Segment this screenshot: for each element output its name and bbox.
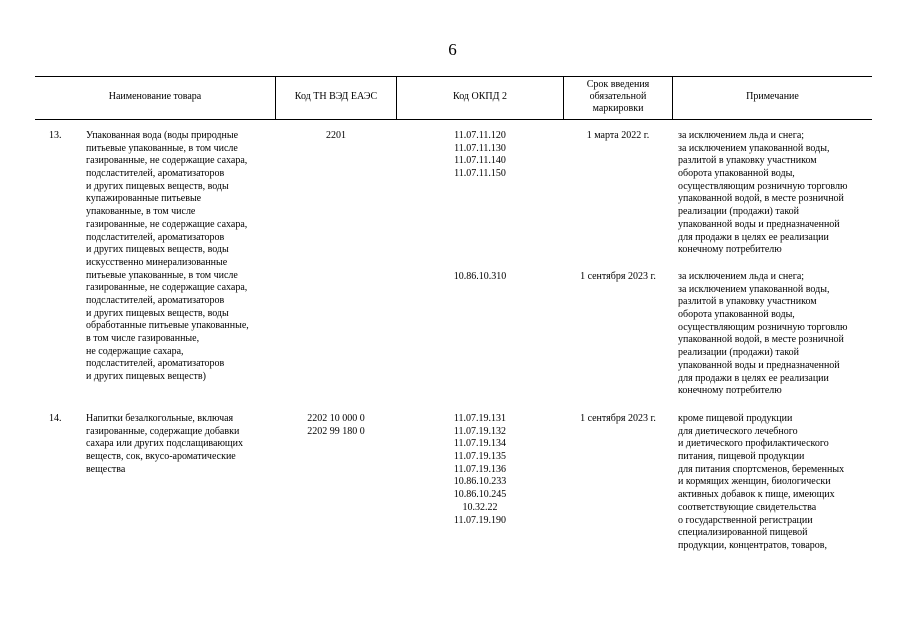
- okpd-code: 11.07.19.135: [453, 451, 507, 463]
- note-line: для продажи в целях ее реализации: [678, 231, 829, 243]
- note-line: оборота упакованной воды,: [678, 309, 795, 321]
- okpd-code: 10.86.10.245: [453, 489, 507, 501]
- marking-date: 1 марта 2022 г.: [586, 130, 650, 141]
- note-line: для продажи в целях ее реализации: [678, 372, 829, 384]
- okpd-codes: [397, 413, 563, 527]
- header-term-line: Срок введения: [586, 79, 650, 90]
- note-line: упакованной водой, в месте розничной: [678, 334, 844, 346]
- header-note: Примечание: [746, 91, 799, 102]
- note-line: и диетического профилактического: [678, 438, 829, 450]
- header-name: Наименование товара: [108, 91, 202, 102]
- product-name-line: вещества: [86, 463, 126, 475]
- okpd-code: 11.07.11.140: [454, 155, 506, 167]
- product-name-line: газированные, не содержащие сахара,: [86, 155, 248, 167]
- product-name-line: Упакованная вода (воды природные: [86, 130, 239, 141]
- header-bottom-rule: [35, 119, 872, 120]
- note: [678, 271, 847, 398]
- product-name-line: подсластителей, ароматизаторов: [86, 294, 225, 306]
- tnved-codes: [276, 413, 396, 438]
- header-term-line: обязательной: [589, 91, 647, 102]
- row-number: 13.: [49, 130, 62, 141]
- product-name-line: газированные, не содержащие сахара,: [86, 218, 248, 230]
- note-line: продукции, концентратов, товаров,: [678, 539, 828, 551]
- product-name-line: в том числе газированные,: [86, 333, 200, 344]
- okpd-code: 11.07.19.190: [453, 514, 507, 526]
- product-name-line: сахара или других подслащивающих: [86, 438, 243, 450]
- note-line: упакованной воды и предназначенной: [678, 359, 840, 371]
- header-okpd: Код ОКПД 2: [453, 91, 507, 102]
- product-name-line: питьевые упакованные, в том числе: [86, 142, 238, 154]
- note-line: за исключением льда и снега;: [678, 271, 805, 282]
- note-line: упакованной воды и предназначенной: [678, 218, 840, 230]
- note-line: за исключением упакованной воды,: [678, 283, 830, 295]
- product-name-line: подсластителей, ароматизаторов: [86, 358, 225, 370]
- product-name-line: веществ, сок, вкусо-ароматические: [86, 451, 236, 463]
- okpd-code: 10.32.22: [462, 501, 498, 513]
- table-top-rule: [35, 76, 872, 77]
- okpd-code: 10.86.10.310: [453, 271, 507, 282]
- product-name-line: и других пищевых веществ, воды: [86, 307, 229, 319]
- product-name-line: не содержащие сахара,: [86, 345, 184, 357]
- okpd-code: 11.07.11.120: [454, 130, 506, 141]
- note-line: упакованной водой, в месте розничной: [678, 193, 844, 205]
- note-line: конечному потребителю: [678, 385, 782, 397]
- product-name-line: подсластителей, ароматизаторов: [86, 168, 225, 180]
- product-name-line: газированные, не содержащие сахара,: [86, 282, 248, 294]
- okpd-code: 11.07.19.132: [453, 425, 507, 437]
- product-name-line: питьевые упакованные, в том числе: [86, 269, 238, 281]
- note-line: за исключением льда и снега;: [678, 130, 805, 141]
- note-line: осуществляющим розничную торговлю: [678, 321, 848, 333]
- product-name-line: и других пищевых веществ, воды: [86, 180, 229, 192]
- note-line: реализации (продажи) такой: [678, 347, 800, 359]
- note-line: разлитой в упаковку участником: [678, 155, 817, 167]
- product-name-line: обработанные питьевые упакованные,: [86, 320, 249, 332]
- product-name-line: искусственно минерализованные: [86, 256, 228, 268]
- note-line: осуществляющим розничную торговлю: [678, 180, 848, 192]
- product-name-line: Напитки безалкогольные, включая: [86, 413, 234, 424]
- note: [678, 130, 847, 257]
- note-line: разлитой в упаковку участником: [678, 296, 817, 308]
- header-term: [564, 79, 672, 115]
- product-name-line: купажированные питьевые: [86, 193, 202, 205]
- header-term-line: маркировки: [592, 103, 644, 114]
- note-line: кроме пищевой продукции: [678, 413, 793, 424]
- marking-date: 1 сентября 2023 г.: [580, 413, 656, 424]
- note-line: и кормящих женщин, биологически: [678, 476, 831, 488]
- product-name-line: и других пищевых веществ, воды: [86, 244, 229, 256]
- product-name: [86, 413, 243, 476]
- product-name-line: и других пищевых веществ): [86, 371, 206, 383]
- note-line: оборота упакованной воды,: [678, 168, 795, 180]
- okpd-codes: [397, 130, 563, 181]
- product-name: [86, 130, 249, 384]
- note-line: реализации (продажи) такой: [678, 206, 800, 218]
- product-name-line: подсластителей, ароматизаторов: [86, 231, 225, 243]
- note-line: активных добавок к пище, имеющих: [678, 489, 835, 501]
- product-name-line: газированные, содержащие добавки: [86, 425, 240, 437]
- note-line: для диетического лечебного: [678, 425, 798, 437]
- marking-date: 1 сентября 2023 г.: [580, 271, 656, 282]
- tnved-code: 2201: [326, 130, 346, 141]
- note-line: специализированной пищевой: [678, 527, 808, 539]
- note-line: о государственной регистрации: [678, 514, 813, 526]
- okpd-code: 11.07.11.130: [454, 142, 506, 154]
- okpd-code: 11.07.19.134: [453, 438, 507, 450]
- okpd-code: 11.07.19.136: [453, 463, 507, 475]
- okpd-code: 11.07.19.131: [453, 413, 507, 424]
- product-name-line: упакованные, в том числе: [86, 206, 196, 218]
- note: [678, 413, 844, 553]
- row-number: 14.: [49, 413, 62, 424]
- note-line: соответствующие свидетельства: [678, 501, 817, 513]
- note-line: для питания спортсменов, беременных: [678, 463, 845, 475]
- header-tnved: Код ТН ВЭД ЕАЭС: [294, 91, 378, 102]
- tnved-code: 2202 10 000 0: [307, 413, 365, 424]
- okpd-code: 11.07.11.150: [454, 168, 506, 180]
- okpd-code: 10.86.10.233: [453, 476, 507, 488]
- note-line: конечному потребителю: [678, 244, 782, 256]
- page-number: 6: [448, 40, 457, 59]
- note-line: питания, пищевой продукции: [678, 451, 805, 463]
- tnved-code: 2202 99 180 0: [307, 425, 365, 437]
- note-line: за исключением упакованной воды,: [678, 142, 830, 154]
